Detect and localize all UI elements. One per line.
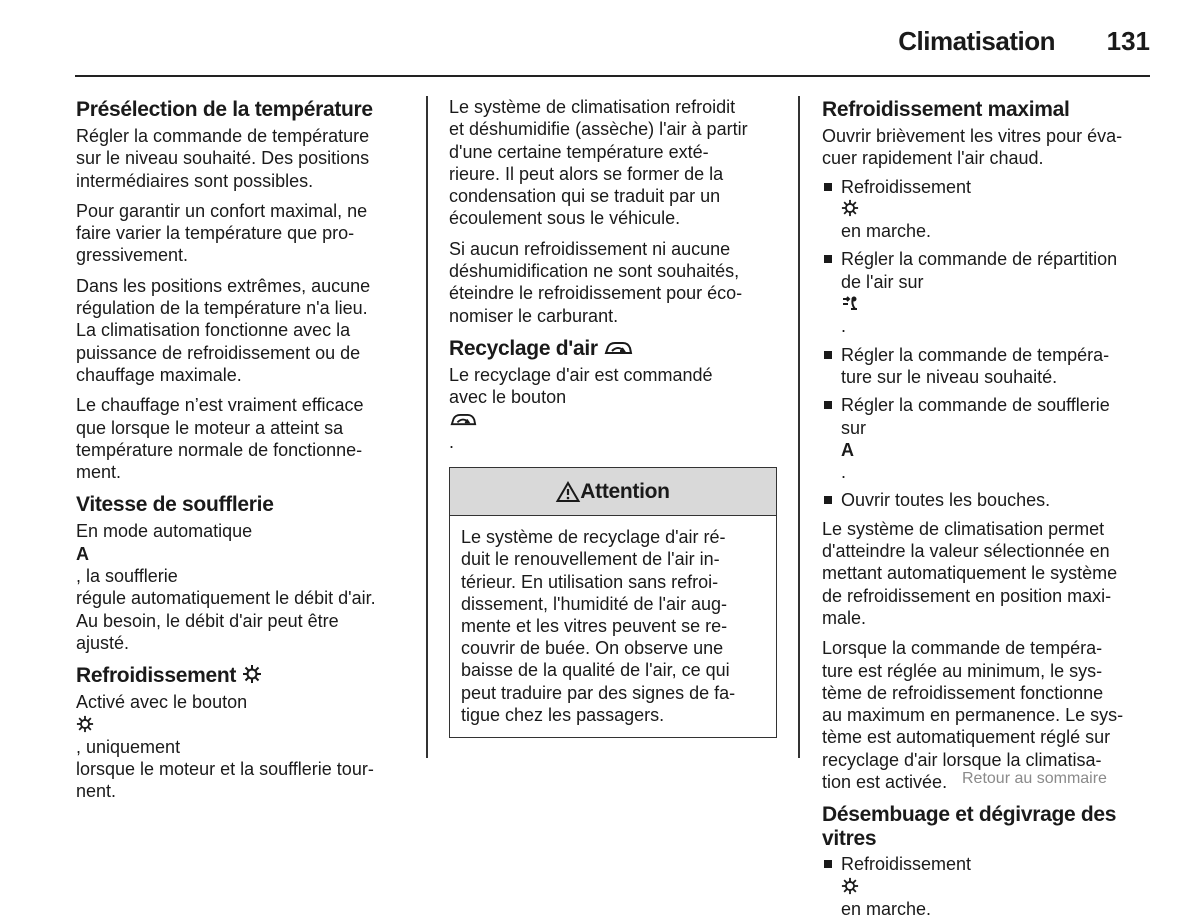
warning-triangle-icon (556, 481, 580, 503)
instruction-list (822, 176, 1152, 512)
list-item: Régler la commande de soufflerie sur A . (822, 394, 1152, 483)
section-title-temperature-preselection: Présélection de la température (76, 98, 373, 121)
snowflake-icon (242, 664, 262, 684)
column-divider-2 (798, 96, 800, 758)
list-item: Refroidissement en marche. (822, 853, 1152, 920)
attention-title: Attention (580, 479, 670, 503)
list-item: Régler la commande de tempéra- ture sur le niveau souhaité. (822, 344, 1152, 389)
section-title-cooling: Refroidissement (76, 664, 411, 688)
paragraph: Dans les positions extrêmes, aucune régulation de la température n'a lieu. La climatisation fonctionne avec la puissance de refroidissement ou de chauffage maximale. (76, 275, 371, 385)
attention-box (449, 467, 777, 738)
column-divider-1 (426, 96, 428, 758)
air-recirculation-icon (603, 341, 633, 357)
paragraph: En mode automatique A , la soufflerie régule automatiquement le débit d'air. Au besoin, le débit d'air peut être ajusté. (76, 521, 376, 653)
paragraph: Le chauffage n’est vraiment efficace que lorsque le moteur a atteint sa température normale de fonctionne- ment. (76, 395, 364, 483)
paragraph: Le système de climatisation refroidit et déshumidifie (assèche) l'air à partir d'une certaine température exté- rieure. Il peut alors se former de la condensation qui se traduit par un écoulement sous le véhicule. (449, 97, 748, 229)
list-item: Ouvrir toutes les bouches. (822, 489, 1152, 511)
paragraph: Lorsque la commande de tempéra- ture est réglée au minimum, le sys- tème de refroidissement fonctionne au maximum en permanence. Le sys- tème est automatiquement réglé sur recyclage d'air lorsque la climatisa- tion est activée. (822, 638, 1124, 793)
section-title-blower-speed: Vitesse de soufflerie (76, 493, 274, 517)
paragraph: Le système de climatisation permet d'atteindre la valeur sélectionnée en mettant automatiquement le système de refroidissement en position maxi- male. (822, 518, 1118, 628)
section-title-demisting-defrosting: Désembuage et dégivrage des vitres (822, 803, 1117, 851)
snowflake-icon (841, 877, 859, 895)
paragraph: Activé avec le bouton , uniquement lorsque le moteur et la soufflerie tour- nent. (76, 692, 374, 802)
page-title: Climatisation (898, 26, 1055, 56)
paragraph: Ouvrir brièvement les vitres pour éva- cuer rapidement l'air chaud. (822, 126, 1123, 169)
column-2 (449, 96, 779, 738)
header-divider (75, 75, 1150, 77)
column-3 (822, 96, 1152, 920)
attention-body: Le système de recyclage d'air ré- duit le renouvellement de l'air in- térieur. En utilisation sans refroi- dissement, l'humidité de l'air aug- mente et les vitres peuvent se re- couvrir de buée. On observe une baisse de la qualité de l'air, ce qui peut traduire par des signes de fa- tigue chez les passagers. (461, 527, 736, 725)
snowflake-icon (841, 199, 859, 217)
page-number: 131 (1106, 26, 1150, 56)
attention-header (450, 468, 776, 516)
back-to-contents-link[interactable]: Retour au sommaire (962, 770, 1107, 787)
air-recirculation-icon (449, 413, 477, 428)
snowflake-icon (76, 715, 94, 733)
instruction-list (822, 853, 1152, 920)
section-title-maximum-cooling: Refroidissement maximal (822, 98, 1070, 121)
column-1 (76, 96, 411, 803)
section-title-air-recirculation: Recyclage d'air (449, 337, 779, 361)
list-item: Régler la commande de répartition de l'air sur . (822, 248, 1152, 337)
air-distribution-icon (841, 296, 859, 312)
paragraph: Régler la commande de température sur le niveau souhaité. Des positions intermédiaires sont possibles. (76, 126, 370, 191)
list-item: Refroidissement en marche. (822, 176, 1152, 243)
paragraph: Pour garantir un confort maximal, ne faire varier la température que pro- gressivement. (76, 200, 368, 266)
paragraph: Si aucun refroidissement ni aucune déshumidification ne sont souhaités, éteindre le refroidissement pour éco- nomiser le carburant. (449, 238, 743, 326)
paragraph: Le recyclage d'air est commandé avec le bouton . (449, 364, 713, 452)
